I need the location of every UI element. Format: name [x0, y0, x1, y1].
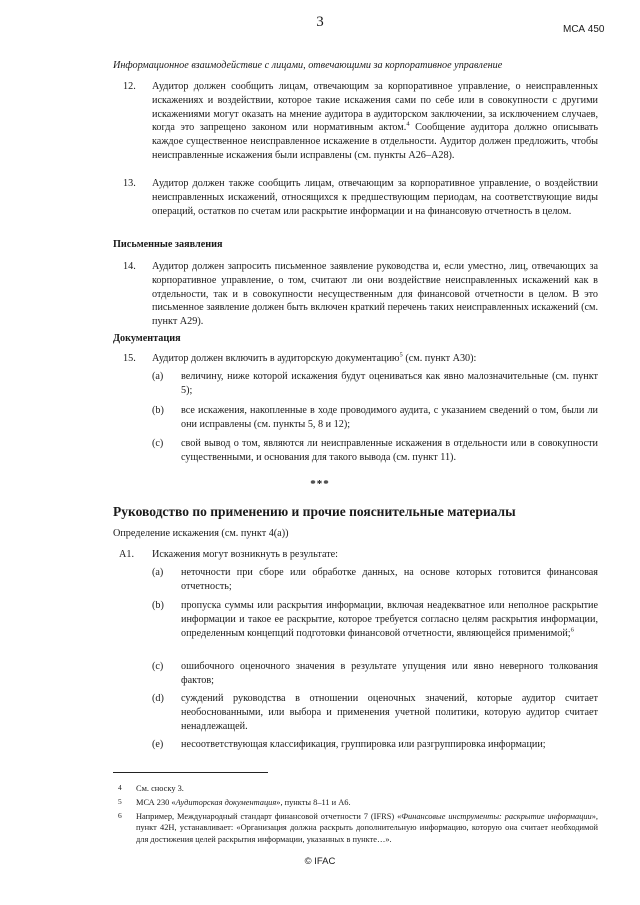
- footnote-rule: [113, 772, 268, 773]
- list-item: [181, 599, 598, 640]
- section-separator: ***: [310, 478, 330, 490]
- paragraph-15: [152, 352, 598, 366]
- paragraph-text: Аудитор должен включить в аудиторскую документацию: [152, 353, 400, 364]
- paragraph-14: Аудитор должен запросить письменное заявление руководства и, если уместно, лиц, отвечающих за корпоративное управление, о том, считают ли они воздействие неисправленных искажений как в отдельности, так и в совокупности несущественным для финансовой отчетности в целом. В это письменное заявление должен быть включен краткий перечень таких неисправленных искажений (см. пункт A29).: [152, 261, 598, 328]
- definition-heading: Определение искажения (см. пункт 4(a)): [113, 528, 289, 539]
- list-item-label: (d): [152, 693, 164, 704]
- list-item: величину, ниже которой искажения будут оцениваться как явно малозначительные (см. пункт 5);: [181, 371, 598, 396]
- paragraph-13: Аудитор должен также сообщить лицам, отвечающим за корпоративное управление, о воздействии неисправленных искажений, относящихся к предшествующим периодам, на соответствующие виды операций, остатков по счетам или раскрытие информации и на финансовую отчетность в целом.: [152, 178, 598, 217]
- footnote-text: МСА 230 «: [136, 798, 176, 807]
- list-item: ошибочного оценочного значения в результате упущения или явно неверного толкования фактов;: [181, 661, 598, 686]
- paragraph-number: A1.: [119, 549, 134, 560]
- paragraph-number: 12.: [123, 81, 136, 92]
- list-item: несоответствующая классификация, группировка или разгруппировка информации;: [181, 739, 546, 750]
- paragraph-number: 15.: [123, 353, 136, 364]
- footnote: См. сноску 3.: [136, 784, 184, 793]
- footnote-number: 4: [118, 783, 122, 792]
- paragraph-text: (см. пункт A30):: [402, 353, 477, 364]
- list-item-label: (c): [152, 438, 164, 449]
- footnote: [136, 797, 598, 808]
- list-item-label: (b): [152, 600, 164, 611]
- footnote-ref: 6: [570, 626, 574, 634]
- section-heading-written: Письменные заявления: [113, 239, 223, 250]
- copyright: © IFAC: [304, 856, 336, 867]
- footnote-ref: 4: [406, 121, 410, 128]
- list-item-label: (a): [152, 371, 164, 382]
- footnote-text: », пункты 8–11 и A6.: [276, 798, 351, 807]
- footnote-number: 5: [118, 797, 122, 806]
- footnote-number: 6: [118, 811, 122, 820]
- paragraph-number: 13.: [123, 178, 136, 189]
- paragraph-a1: Искажения могут возникнуть в результате:: [152, 549, 339, 560]
- paragraph-12: [152, 80, 598, 163]
- list-item-label: (e): [152, 739, 164, 750]
- footnote-title: Финансовые инструменты: раскрытие информации: [401, 812, 592, 821]
- standard-code: МСА 450: [563, 24, 605, 35]
- list-item-label: (b): [152, 405, 164, 416]
- list-item: суждений руководства в отношении оценочных значений, которые аудитор считает необоснованными, или выбора и применения учетной политики, которую аудитор считает ненадлежащей.: [181, 693, 598, 732]
- footnote-title: Аудиторская документация: [175, 798, 277, 807]
- section-heading-communication: Информационное взаимодействие с лицами, отвечающими за корпоративное управление: [113, 60, 503, 71]
- footnote-ref: 5: [399, 351, 403, 359]
- list-item: свой вывод о том, являются ли неисправленные искажения в отдельности или в совокупности существенными, и основания для такого вывода (см. пункт 11).: [181, 438, 598, 463]
- list-item: неточности при сборе или обработке данных, на основе которых готовится финансовая отчетность;: [181, 567, 598, 592]
- footnote-text: », пункт 42H, устанавливает: «Организация должна раскрыть дополнительную информацию, которую она считает необходимой для достижения целей раскрытия информации, указанных в пункте…».: [136, 812, 598, 844]
- page-number: 3: [316, 14, 324, 30]
- list-item-label: (a): [152, 567, 164, 578]
- footnote-text: Например, Международный стандарт финансовой отчетности 7 (IFRS) «: [136, 812, 402, 821]
- list-item-text: пропуска суммы или раскрытия информации, включая неадекватное или неполное раскрытие информации и такое ее раскрытие, которое требуется согласно целям раскрытия информации, определенным концепций подготовки финансовой отчетности, являющейся применимой;: [181, 600, 598, 639]
- paragraph-number: 14.: [123, 261, 136, 272]
- guidance-heading: Руководство по применению и прочие пояснительные материалы: [113, 504, 516, 519]
- list-item: все искажения, накопленные в ходе проводимого аудита, с указанием сведений о том, были ли они исправлены (см. пункты 5, 8 и 12);: [181, 405, 598, 430]
- section-heading-documentation: Документация: [113, 333, 181, 344]
- footnote: [136, 811, 598, 845]
- paragraph-text: Сообщение аудитора должно описывать каждое существенное неисправленное искажение в отдельности. Аудитор должен предложить, чтобы неисправленные искажения были исправлены (см. пункты A26–A28).: [152, 122, 599, 161]
- list-item-label: (c): [152, 661, 164, 672]
- paragraph-text: Аудитор должен сообщить лицам, отвечающим за корпоративное управление, о неисправленных искажениях и воздействии, которое такие искажения сами по себе или в совокупности с другими искажениями могут оказать на мнение аудитора в аудиторском заключении, за исключением случаев, когда это запрещено законом или нормативным актом.: [152, 81, 598, 134]
